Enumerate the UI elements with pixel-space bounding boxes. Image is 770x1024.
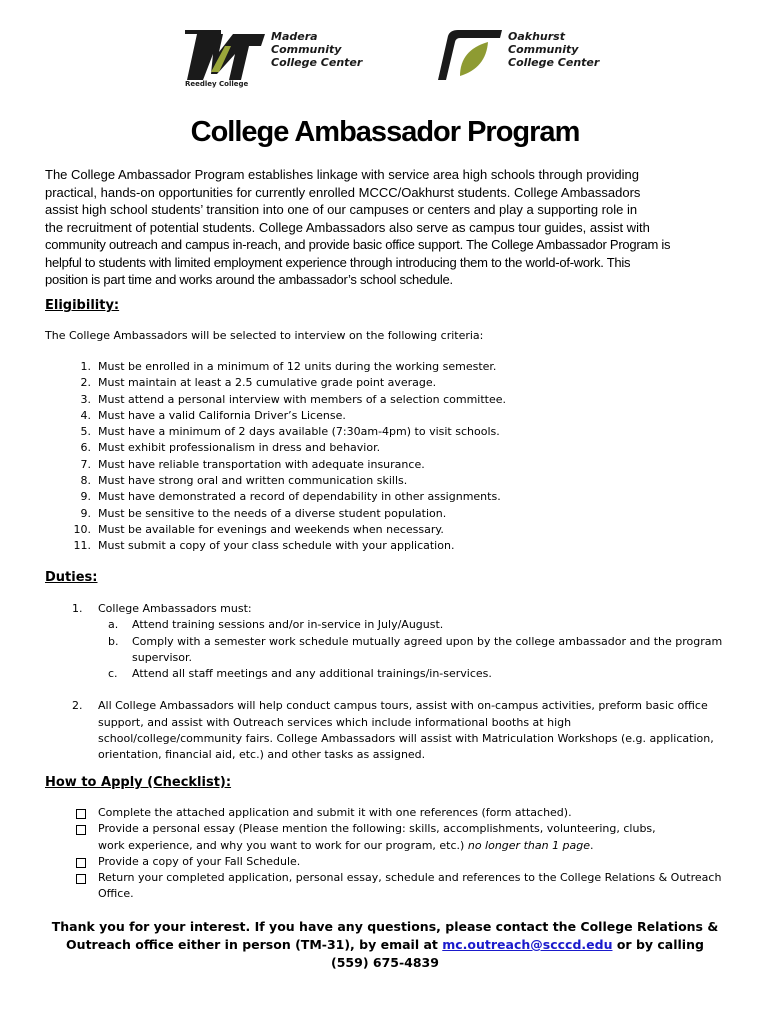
- list-item: [45, 489, 506, 505]
- footer-text: or by calling: [616, 937, 704, 952]
- sub-item-text: Attend all staff meetings and any additional trainings/in-services.: [132, 667, 492, 681]
- checklist-text: Provide a personal essay (Please mention the following: skills, accomplishments, volunteering, clubs,: [98, 822, 656, 836]
- duty-text: College Ambassadors must:: [98, 602, 252, 615]
- oakhurst-logo-line3: College Center: [508, 56, 600, 69]
- intro-line: helpful to students with limited employment experience through introducing them to the world-of-work. This: [45, 254, 631, 270]
- sub-list-item: [45, 617, 735, 633]
- list-item: [45, 522, 506, 538]
- list-item: [45, 506, 506, 522]
- duty-line: orientation, financial aid, etc.) and other tasks as assigned.: [98, 748, 426, 762]
- checklist-text-part: work experience, and why you want to work for our program, etc.): [98, 838, 465, 852]
- oakhurst-leaf-icon: [430, 28, 506, 84]
- checklist-item: [45, 805, 735, 821]
- criterion-text: Must attend a personal interview with members of a selection committee.: [98, 392, 507, 406]
- page-limit-note: no longer than 1 page: [467, 838, 591, 852]
- madera-logo-line2: Community: [271, 43, 342, 56]
- list-number: 1.: [80, 360, 91, 373]
- sub-list-item: [45, 634, 735, 667]
- madera-logo-line3: College Center: [271, 56, 363, 69]
- sub-item-text: supervisor.: [132, 650, 193, 664]
- checkbox-icon: [76, 809, 86, 819]
- intro-line: position is part time and works around the ambassador’s school schedule.: [45, 272, 453, 287]
- checklist-text: Provide a copy of your Fall Schedule.: [98, 854, 301, 868]
- eligibility-heading: Eligibility:: [45, 298, 120, 313]
- list-number: 8.: [80, 474, 91, 488]
- list-number: 2.: [80, 376, 91, 390]
- criterion-text: Must have a minimum of 2 days available (7:30am-4pm) to visit schools.: [98, 425, 500, 439]
- list-item: [45, 538, 506, 554]
- checkbox-icon: [76, 874, 86, 884]
- criterion-text: Must have a valid California Driver’s License.: [98, 408, 346, 422]
- sub-letter: a.: [108, 618, 119, 632]
- madera-logo: [183, 24, 383, 94]
- list-item: [45, 473, 506, 489]
- intro-line: practical, hands-on opportunities for currently enrolled MCCC/Oakhurst students. College Ambassadors: [45, 184, 641, 200]
- sub-letter: b.: [108, 634, 119, 648]
- criterion-text: Must maintain at least a 2.5 cumulative grade point average.: [98, 376, 437, 390]
- list-item: [45, 424, 506, 440]
- intro-paragraph: [45, 166, 735, 289]
- phone-number: (559) 675-4839: [331, 955, 439, 970]
- intro-line: the recruitment of potential students. College Ambassadors also serve as campus tour guides, assist with: [45, 219, 650, 235]
- list-item: [45, 392, 506, 408]
- list-number: 9.: [80, 490, 91, 504]
- list-number: 9.: [80, 506, 91, 520]
- criterion-text: Must have reliable transportation with adequate insurance.: [98, 457, 425, 471]
- duty-line: support, and assist with Outreach services which include informational booths at high: [98, 715, 572, 729]
- sub-list-item: [45, 666, 735, 682]
- madera-logo-line1: Madera: [271, 30, 318, 43]
- list-number: 4.: [80, 408, 91, 422]
- oakhurst-logo: [430, 24, 600, 94]
- checklist-item: [45, 870, 735, 903]
- spacer: [45, 682, 735, 698]
- list-number: 1.: [72, 602, 83, 615]
- intro-line: community outreach and campus in-reach, and provide basic office support. The College Ambassador Program is: [45, 237, 671, 252]
- oakhurst-logo-line2: Community: [508, 43, 579, 56]
- list-item: [45, 440, 506, 456]
- criterion-text: Must submit a copy of your class schedule with your application.: [98, 539, 455, 553]
- madera-logo-subtitle: Reedley College: [185, 80, 249, 88]
- madera-logo-text: [271, 30, 362, 69]
- list-number: 7.: [80, 457, 91, 471]
- duties-list: [45, 601, 735, 764]
- apply-checklist: [45, 805, 735, 903]
- criterion-text: Must be enrolled in a minimum of 12 units during the working semester.: [98, 360, 497, 373]
- how-to-apply-heading: How to Apply (Checklist):: [45, 775, 232, 790]
- list-number: 6.: [80, 441, 91, 455]
- madera-m-icon: [183, 28, 271, 84]
- eligibility-criteria-list: [45, 359, 506, 555]
- list-item: [45, 698, 735, 763]
- criterion-text: Must have strong oral and written communication skills.: [98, 474, 408, 488]
- list-number: 2.: [72, 699, 83, 713]
- header-logos: [0, 24, 770, 94]
- list-number: 3.: [80, 392, 91, 406]
- checklist-text-end: .: [590, 838, 594, 852]
- criterion-text: Must be available for evenings and weekends when necessary.: [98, 522, 444, 536]
- footer-text: Outreach office either in person (TM-31), by email at: [66, 937, 438, 952]
- oakhurst-logo-line1: Oakhurst: [508, 30, 565, 43]
- criterion-text: Must exhibit professionalism in dress and behavior.: [98, 441, 381, 455]
- duty-line: school/college/community fairs. College Ambassadors will assist with Matriculation Workshops (e.g. application,: [98, 732, 714, 746]
- list-item: [45, 375, 506, 391]
- checklist-item: [45, 821, 735, 854]
- eligibility-intro: The College Ambassadors will be selected to interview on the following criteria:: [45, 329, 484, 342]
- list-item: [45, 457, 506, 473]
- page-title: College Ambassador Program: [190, 116, 580, 148]
- list-item: [45, 359, 506, 375]
- sub-item-text: Attend training sessions and/or in-service in July/August.: [132, 618, 444, 632]
- criterion-text: Must be sensitive to the needs of a diverse student population.: [98, 506, 447, 520]
- contact-footer: [0, 918, 770, 972]
- criterion-text: Must have demonstrated a record of dependability in other assignments.: [98, 490, 501, 504]
- list-item: [45, 408, 506, 424]
- footer-line: [0, 936, 770, 954]
- checklist-text: Return your completed application, personal essay, schedule and references to the College Relations & Outreach: [98, 871, 722, 885]
- checklist-text: [98, 838, 735, 854]
- duty-text: [45, 698, 735, 763]
- duty-line: All College Ambassadors will help conduct campus tours, assist with on-campus activities, preform basic office: [98, 699, 708, 713]
- sub-item-text: Comply with a semester work schedule mutually agreed upon by the college ambassador and the program: [132, 634, 723, 648]
- oakhurst-logo-text: [508, 30, 599, 69]
- list-item: [45, 601, 735, 617]
- list-number: 11.: [73, 539, 91, 553]
- checklist-text: Complete the attached application and submit it with one references (form attached).: [98, 806, 572, 819]
- checklist-text: Office.: [98, 887, 134, 901]
- list-number: 10.: [73, 522, 91, 536]
- email-link[interactable]: mc.outreach@scccd.edu: [442, 937, 613, 952]
- footer-line: Thank you for your interest. If you have any questions, please contact the College Relations &: [51, 919, 719, 934]
- duties-heading: Duties:: [45, 570, 98, 585]
- intro-line: assist high school students’ transition into one of our campuses or centers and play a supporting role in: [45, 202, 638, 217]
- list-number: 5.: [80, 425, 91, 439]
- sub-letter: c.: [108, 667, 118, 681]
- checklist-item: [45, 854, 735, 870]
- checkbox-icon: [76, 858, 86, 868]
- intro-line: The College Ambassador Program establishes linkage with service area high schools through providing: [45, 167, 639, 182]
- checkbox-icon: [76, 825, 86, 835]
